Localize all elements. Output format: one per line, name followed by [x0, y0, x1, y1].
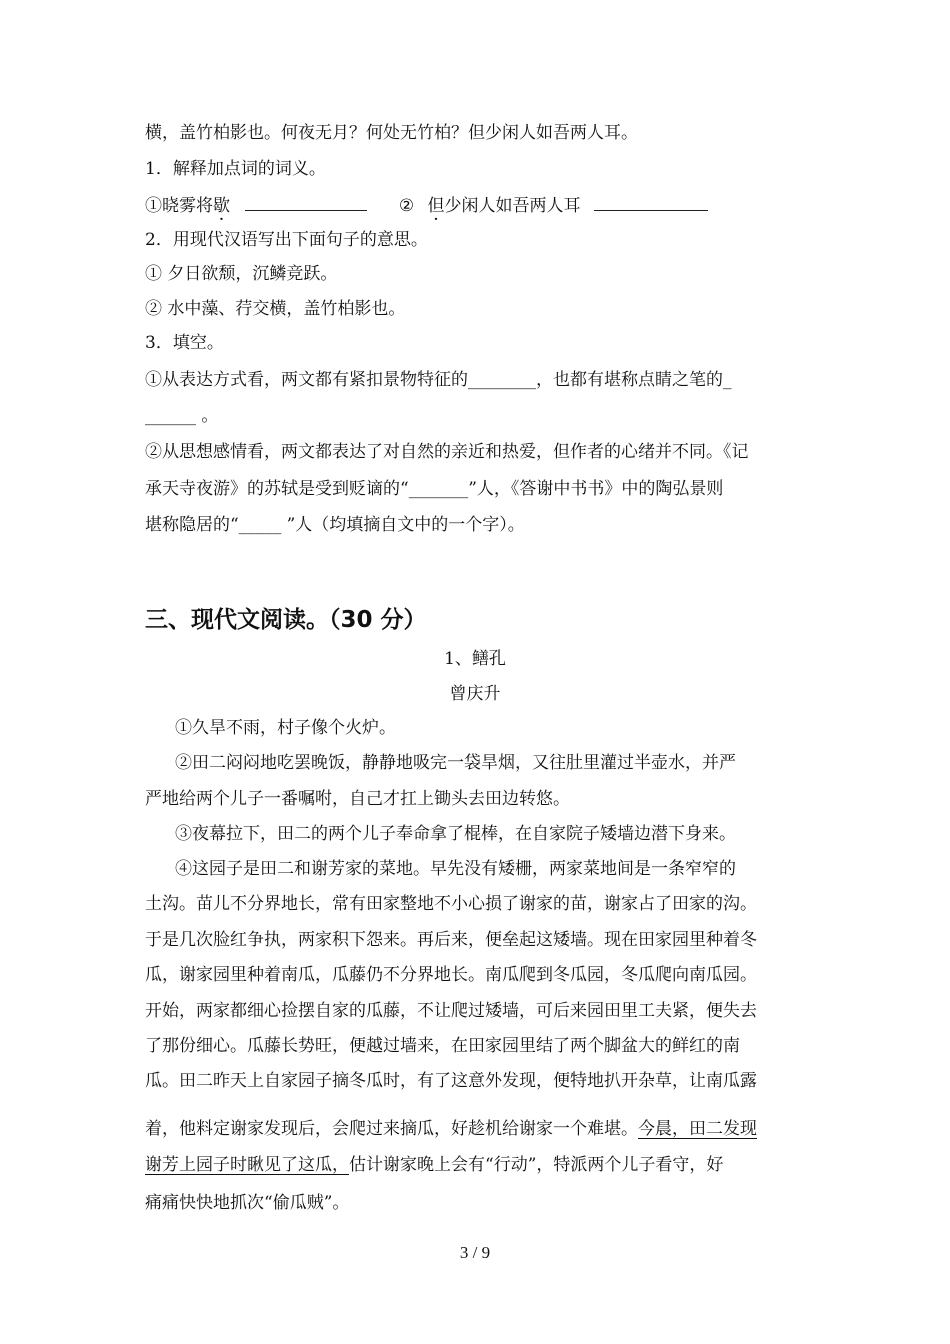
question-3-title: 3．填空。: [145, 333, 224, 353]
paragraph-2-line-1: ②田二闷闷地吃罢晚饭，静静地吸完一袋旱烟，又往肚里灌过半壶水，并严: [175, 753, 736, 773]
question-3-item-2-line-3: 堪称隐居的“_____ ”人（均填摘自文中的一个字）。: [145, 515, 525, 535]
paragraph-3: ③夜幕拉下，田二的两个儿子奉命拿了棍棒，在自家院子矮墙边潜下身来。: [175, 824, 736, 844]
question-2-title: 2．用现代汉语写出下面句子的意思。: [145, 230, 428, 250]
question-1-items: [145, 192, 810, 218]
q1-item1-dotted-word: 歇: [213, 196, 230, 216]
q1-item2-text: 少闲人如吾两人耳: [444, 196, 581, 216]
q1-item1-blank[interactable]: [245, 192, 367, 211]
q1-item2-prefix: ②: [398, 196, 415, 216]
underlined-sentence-part-2: 谢芳上园子时瞅见了这瓜，: [145, 1155, 349, 1175]
section-heading: 三、现代文阅读。（30 分）: [145, 607, 427, 633]
question-3-item-1-line-2: ______ 。: [145, 406, 219, 426]
underlined-sentence-part-1: 今晨，田二发现: [638, 1119, 757, 1139]
paragraph-4-line-5: 开始，两家都细心捡摆自家的瓜藤，不让爬过矮墙，可后来园田里工夫紧，便失去: [145, 1001, 757, 1021]
q1-item2-dotted-word: 但: [427, 196, 445, 216]
paragraph-4-line-9-text: 估计谢家晚上会有“行动”，特派两个儿子看守，好: [349, 1155, 724, 1175]
paragraph-4-line-4: 瓜，谢家园里种着南瓜，瓜藤仍不分界地长。南瓜爬到冬瓜园，冬瓜爬向南瓜园。: [145, 965, 757, 985]
paragraph-4-line-8: [145, 1117, 810, 1141]
question-3-item-2-line-2: 承天寺夜游》的苏轼是受到贬谪的“_______”人，《答谢中书书》中的陶弘景则: [145, 479, 724, 499]
q1-item2-blank[interactable]: [594, 192, 708, 211]
question-2-item-1: ① 夕日欲颓，沉鳞竞跃。: [145, 264, 338, 284]
paragraph-2-line-2: 严地给两个儿子一番嘱咐，自己才扛上锄头去田边转悠。: [145, 789, 570, 809]
q3-item1-text-a: ①从表达方式看，两文都有紧扣景物特征的________，也都有堪称点睛之笔的_: [145, 370, 732, 390]
paragraph-4-line-8-text: 着，他料定谢家发现后，会爬过来摘瓜，好趁机给谢家一个难堪。: [145, 1119, 638, 1139]
paragraph-4-line-3: 于是几次脸红争执，两家积下怨来。再后来，便垒起这矮墙。现在田家园里种着冬: [145, 930, 757, 950]
q1-item1-prefix: ①晓雾将: [145, 196, 213, 216]
passage-line: 横，盖竹柏影也。何夜无月？何处无竹柏？但少闲人如吾两人耳。: [145, 123, 638, 143]
paragraph-4-line-1: ④这园子是田二和谢芳家的菜地。早先没有矮栅，两家菜地间是一条窄窄的: [175, 859, 736, 879]
question-2-item-2: ② 水中藻、荇交横，盖竹柏影也。: [145, 299, 406, 319]
question-3-item-1-line-1: [145, 368, 810, 392]
article-author: 曾庆升: [449, 684, 501, 704]
article-title: 1、鳝孔: [444, 649, 506, 669]
page-number: 3 / 9: [459, 1243, 491, 1262]
paragraph-4-line-7: 瓜。田二昨天上自家园子摘冬瓜时，有了这意外发现，便特地扒开杂草，让南瓜露: [145, 1071, 757, 1091]
paragraph-4-line-9: [145, 1153, 810, 1177]
question-1-title: 1．解释加点词的词义。: [145, 159, 326, 179]
question-3-item-2-line-1: ②从思想感情看，两文都表达了对自然的亲近和热爱，但作者的心绪并不同。《记: [145, 442, 749, 462]
paragraph-4-line-2: 土沟。苗儿不分界地长，常有田家整地不小心损了谢家的苗，谢家占了田家的沟。: [145, 894, 757, 914]
paragraph-4-line-10: 痛痛快快地抓次“偷瓜贼”。: [145, 1193, 350, 1213]
paragraph-4-line-6: 了那份细心。瓜藤长势旺，便越过墙来，在田家园里结了两个脚盆大的鲜红的南: [145, 1036, 740, 1056]
paragraph-1: ①久旱不雨，村子像个火炉。: [175, 718, 396, 738]
